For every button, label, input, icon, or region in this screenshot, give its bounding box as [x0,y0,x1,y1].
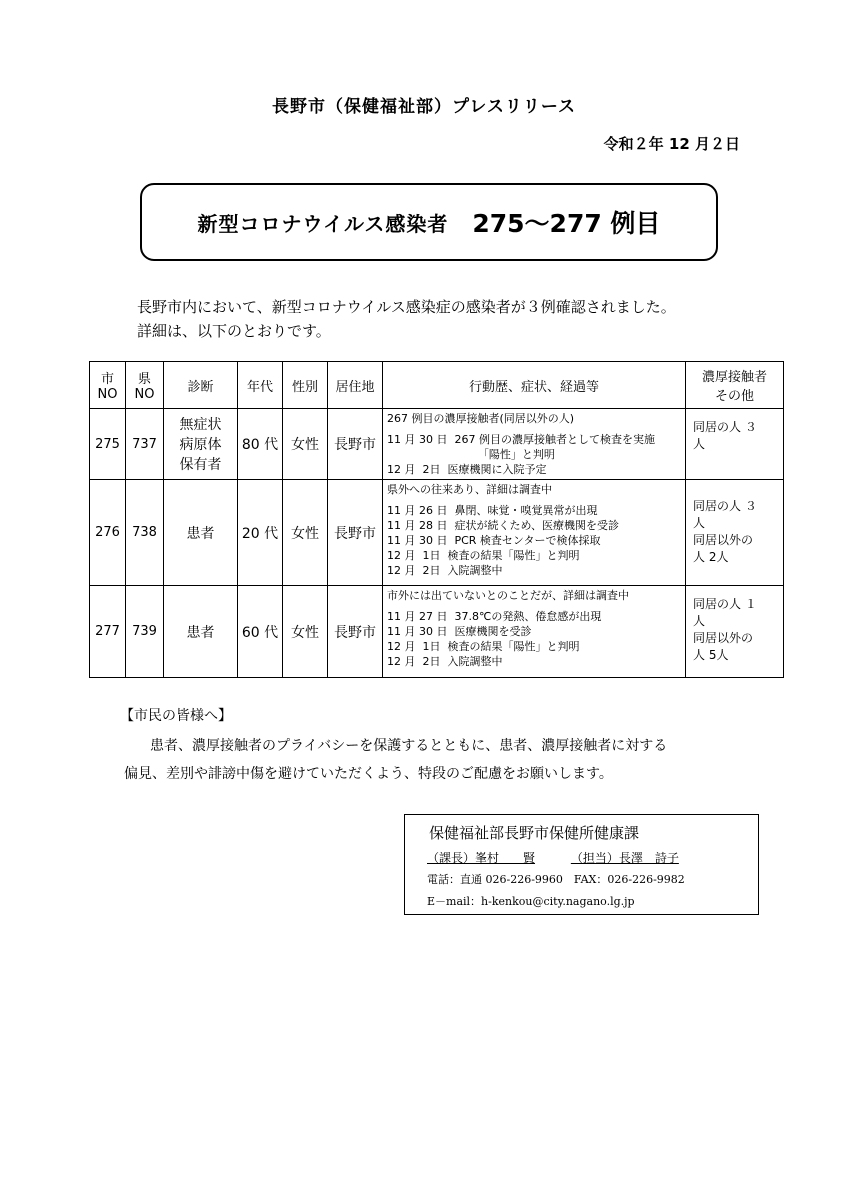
diagnosis-cell: 患者 [164,586,238,678]
age-cell: 80 代 [238,409,283,480]
contacts-line: 人 [693,614,706,628]
contact-person: （担当）長澤 詩子 [570,851,679,865]
contact-staff [427,849,711,866]
contacts-line: 人 5人 [693,648,729,662]
contacts-cell [686,480,784,586]
activity-line: 「陽性」と判明 [387,448,555,461]
headline-main: 新型コロナウイルス感染者 [197,211,449,236]
header-city-no [90,362,126,409]
header-activity: 行動歴、症状、経過等 [383,362,686,409]
pref-no-cell: 737 [126,409,164,480]
case-table [89,361,784,678]
age-cell: 60 代 [238,586,283,678]
diagnosis-line: 保有者 [179,457,222,473]
header-contacts-line1: 濃厚接触者 [701,370,767,385]
release-date: 令和２年 12 月２日 [603,135,740,153]
contact-email[interactable]: E－mail：h-kenkou@city.nagano.lg.jp [427,895,635,908]
header-pref-no [126,362,164,409]
activity-cell [383,480,686,586]
contacts-cell [686,586,784,678]
contacts-line: 人 2人 [693,550,729,564]
activity-cell [383,409,686,480]
activity-line: 11 月 30 日 PCR 検査センターで検体採取 [387,534,601,547]
activity-line: 11 月 27 日 37.8℃の発熱、倦怠感が出現 [387,610,602,623]
contacts-line: 人 [693,437,706,451]
diagnosis-cell [164,409,238,480]
header-pref-no-line2: NO [134,387,155,402]
pref-no-cell: 738 [126,480,164,586]
contacts-line: 同居以外の [693,631,754,645]
notice-line-2: 偏見、差別や誹謗中傷を避けていただくよう、特段のご配慮をお願いします。 [124,766,613,782]
city-no-cell: 277 [90,586,126,678]
table-row [90,409,784,480]
activity-line: 11 月 28 日 症状が続くため、医療機関を受診 [387,519,620,532]
contacts-cell [686,409,784,480]
diagnosis-line: 無症状 [179,417,222,433]
header-sex: 性別 [283,362,328,409]
header-pref-no-line1: 県 [137,372,151,387]
contact-box [404,814,759,915]
activity-cell [383,586,686,678]
pref-no-cell: 739 [126,586,164,678]
sex-cell: 女性 [283,480,328,586]
header-city-no-line1: 市 [100,372,114,387]
notice-heading: 【市民の皆様へ】 [120,708,232,724]
header-age: 年代 [238,362,283,409]
activity-summary: 267 例目の濃厚接触者(同居以外の人) [387,412,575,425]
header-diagnosis: 診断 [164,362,238,409]
diagnosis-line: 病原体 [179,437,222,453]
contact-chief: （課長）峯村 賢 [427,851,536,865]
header-city-no-line2: NO [97,387,118,402]
headline-box [140,183,718,261]
table-row [90,586,784,678]
activity-summary: 市外には出ていないとのことだが、詳細は調査中 [387,589,629,602]
header-contacts-line2: その他 [714,389,754,404]
notice-line-1: 患者、濃厚接触者のプライバシーを保護するとともに、患者、濃厚接触者に対する [150,738,668,754]
contacts-line: 同居以外の [693,533,754,547]
header-residence: 居住地 [328,362,383,409]
age-cell: 20 代 [238,480,283,586]
intro-line-1: 長野市内において、新型コロナウイルス感染症の感染者が３例確認されました。 [137,298,676,316]
contact-phone: 電話：直通 026-226-9960 FAX：026-226-9982 [427,873,685,886]
activity-line: 12 月 2日 入院調整中 [387,655,503,668]
sex-cell: 女性 [283,409,328,480]
city-no-cell: 275 [90,409,126,480]
intro-line-2: 詳細は、以下のとおりです。 [137,322,331,340]
activity-summary: 県外への往来あり、詳細は調査中 [387,483,552,496]
activity-line: 12 月 1日 検査の結果「陽性」と判明 [387,549,580,562]
diagnosis-cell: 患者 [164,480,238,586]
activity-line: 11 月 30 日 医療機関を受診 [387,625,532,638]
activity-line: 11 月 30 日 267 例目の濃厚接触者として検査を実施 [387,433,655,446]
header-contacts [686,362,784,409]
headline-case-range: 275～277 例目 [472,209,661,238]
contacts-line: 同居の人 ３ [693,420,757,434]
contacts-line: 人 [693,516,706,530]
activity-line: 11 月 26 日 鼻閉、味覚・嗅覚異常が出現 [387,504,598,517]
contacts-line: 同居の人 １ [693,597,757,611]
contact-department: 保健福祉部長野市保健所健康課 [429,824,640,842]
table-header-row [90,362,784,409]
activity-line: 12 月 2日 入院調整中 [387,564,503,577]
city-no-cell: 276 [90,480,126,586]
residence-cell: 長野市 [328,480,383,586]
table-row [90,480,784,586]
activity-line: 12 月 2日 医療機関に入院予定 [387,463,547,476]
residence-cell: 長野市 [328,409,383,480]
residence-cell: 長野市 [328,586,383,678]
contacts-line: 同居の人 ３ [693,499,757,513]
press-release-title: 長野市（保健福祉部）プレスリリース [272,97,576,117]
sex-cell: 女性 [283,586,328,678]
activity-line: 12 月 1日 検査の結果「陽性」と判明 [387,640,580,653]
